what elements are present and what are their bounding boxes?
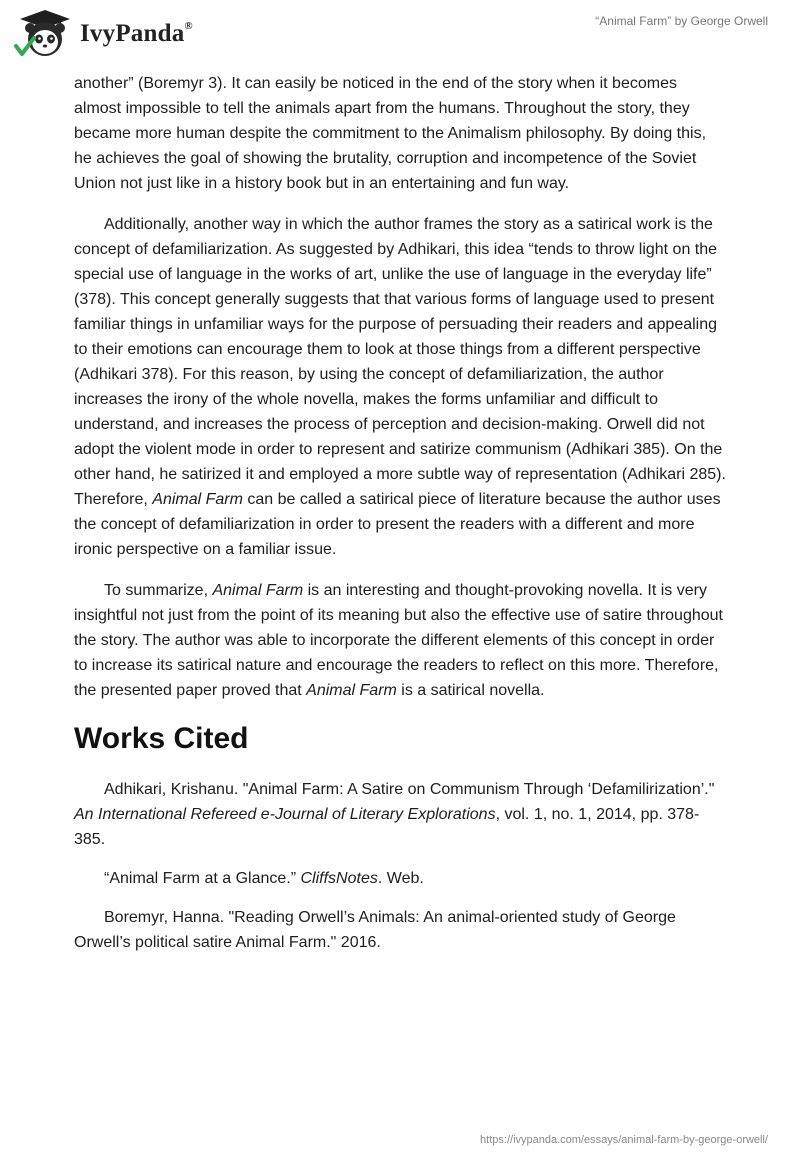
document-title: “Animal Farm” by George Orwell bbox=[595, 14, 768, 28]
paragraph-2: Additionally, another way in which the author frames the story as a satirical work is the concept of defamiliarization. As suggested by Adhikari, this idea “tends to throw light on the special use of language in the works of art, unlike the use of language in the everyday life” (378). This concept generally suggests that that various forms of language used to present familiar things in unfamiliar ways for the purpose of persuading their readers and appealing to their emotions can encourage them to look at those things from a different perspective (Adhikari 378). For this reason, by using the concept of defamiliarization, the author increases the irony of the whole novella, makes the forms unfamiliar and difficult to understand, and increases the process of perception and decision-making. Orwell did not adopt the violent mode in order to represent and satirize communism (Adhikari 385). On the other hand, he satirized it and employed a more subtle way of representation (Adhikari 285). Therefore, Animal Farm can be called a satirical piece of literature because the author uses the concept of defamiliarization in order to present the readers with a different and more ironic perspective on a familiar issue. bbox=[74, 216, 726, 558]
citation-boremyr: Boremyr, Hanna. "Reading Orwell’s Animals: An animal-oriented study of George Orwell’s political satire Animal Farm." 2016. bbox=[74, 909, 676, 951]
citation-cliffsnotes: “Animal Farm at a Glance.” CliffsNotes. Web. bbox=[104, 870, 424, 887]
page-header bbox=[0, 0, 800, 70]
works-cited-heading: Works Cited bbox=[74, 722, 249, 755]
ivypanda-logo-icon[interactable] bbox=[14, 8, 76, 60]
paragraph-3: To summarize, Animal Farm is an interesting and thought-provoking novella. It is very insightful not just from the point of its meaning but also the effective use of satire throughout the story. The author was able to incorporate the different elements of this concept in order to increase its satirical nature and encourage the readers to reflect on this more. Therefore, the presented paper proved that Animal Farm is a satirical novella. bbox=[74, 582, 723, 699]
source-url-link[interactable]: https://ivypanda.com/essays/animal-farm-by-george-orwell/ bbox=[480, 1134, 768, 1146]
essay-body bbox=[74, 71, 728, 969]
brand-name[interactable]: IvyPanda® bbox=[80, 19, 193, 47]
citation-adhikari: Adhikari, Krishanu. "Animal Farm: A Satire on Communism Through ‘Defamilirization’." An International Refereed e-Journal of Literary Explorations, vol. 1, no. 1, 2014, pp. 378-385. bbox=[74, 781, 715, 848]
paragraph-1: another” (Boremyr 3). It can easily be noticed in the end of the story when it becomes almost impossible to tell the animals apart from the humans. Throughout the story, they became more human despite the commitment to the Animalism philosophy. By doing this, he achieves the goal of showing the brutality, corruption and incompetence of the Soviet Union not just like in a history book but in an entertaining and fun way. bbox=[74, 75, 707, 192]
